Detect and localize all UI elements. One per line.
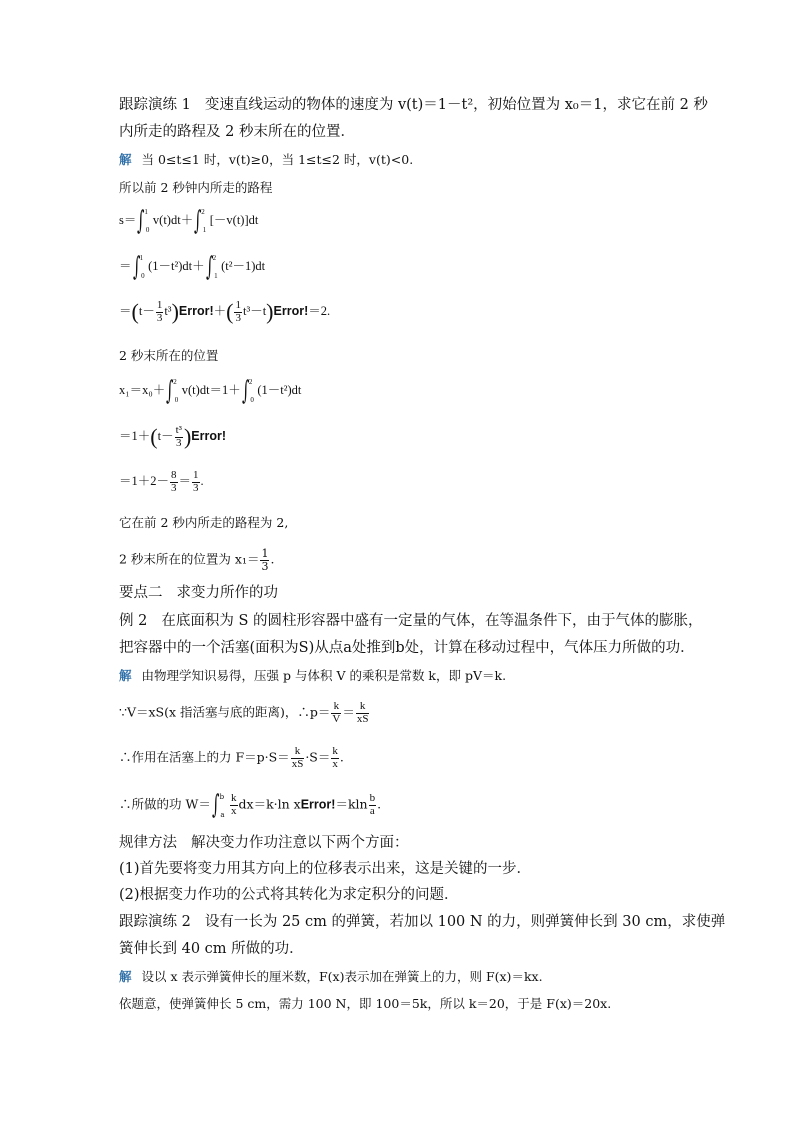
method-heading: 规律方法 解决变力作功注意以下两个方面： (119, 835, 409, 851)
problem-2-line-2: 簧伸长到 40 cm 所做的功． (119, 941, 304, 957)
equation-x1: $x_1=x_0+\int_0^2v(t)dt=1+\int_0^2(1-t^2)dt$ (119, 376, 302, 406)
conclusion-2: 2 秒末所在的位置为 x₁＝ $\frac{1}{3}$ . (119, 547, 275, 573)
equation-s-step3: ＝(t－ $\frac{1}{3}$ t³)Error!＋( $\frac{1}{3}$ t³－t)Error!＝2. (119, 299, 331, 325)
equation-x1-step3: ＝1＋2－ $\frac{8}{3}$ ＝ $\frac{1}{3}$ . (119, 469, 204, 494)
solution-label: 解 (119, 152, 132, 167)
solution-3-intro: 解 设以 x 表示弹簧伸长的厘米数，F(x)表示加在弹簧上的力，则 F(x)＝kx. (119, 969, 543, 984)
track-label-2: 跟踪演练 2 (119, 914, 191, 930)
conclusion-1: 它在前 2 秒内所走的路程为 2, (119, 515, 289, 530)
route-heading: 所以前 2 秒钟内所走的路程 (119, 180, 273, 195)
position-heading: 2 秒末所在的位置 (119, 348, 219, 363)
equation-force: ∴作用在活塞上的力 F＝p·S＝ $\frac{k}{xS}$ ·S＝ $\frac{k}{x}$ . (119, 745, 344, 770)
equation-p: ∵V＝xS(x 指活塞与底的距离)，∴p＝ $\frac{k}{V}$ ＝ $\frac{k}{xS}$ (119, 700, 369, 725)
method-item-2: (2)根据变力作功的公式将其转化为求定积分的问题． (119, 887, 459, 903)
example-2-line-1: 例 2 在底面积为 S 的圆柱形容器中盛有一定量的气体，在等温条件下，由于气体的膨胀， (119, 613, 703, 629)
track-label-1: 跟踪演练 1 (119, 97, 191, 113)
equation-s: $s=\int_0^1v(t)dt+\int_1^2[-v(t)]dt$ (119, 206, 259, 236)
problem-1-line-2: 内所走的路程及 2 秒末所在的位置． (119, 124, 355, 140)
solution-3-final: 依题意，使弹簧伸长 5 cm，需力 100 N，即 100＝5k，所以 k＝20，于是 F(x)＝20x. (119, 996, 612, 1011)
example-label: 例 2 (119, 613, 148, 629)
equation-s-step2: $=\int_0^1(1-t^2)dt+\int_1^2(t^2-1)dt$ (119, 252, 266, 282)
problem-2-line-1: 跟踪演练 2 设有一长为 25 cm 的弹簧，若加以 100 N 的力，则弹簧伸长到 30 cm，求使弹 (119, 914, 726, 930)
key-point-2: 要点二 求变力所作的功 (119, 585, 278, 601)
solution-2-intro: 解 由物理学知识易得，压强 p 与体积 V 的乘积是常数 k，即 pV＝k. (119, 668, 507, 683)
solution-1-intro: 解 当 0≤t≤1 时，v(t)≥0，当 1≤t≤2 时，v(t)<0. (119, 152, 414, 167)
example-2-line-2: 把容器中的一个活塞(面积为S)从点a处推到b处，计算在移动过程中，气体压力所做的功． (119, 640, 695, 656)
integral-sign: ∫ (137, 206, 145, 236)
method-item-1: (1)首先要将变力用其方向上的位移表示出来，这是关键的一步． (119, 861, 532, 877)
equation-x1-step2: ＝1＋(t－ $\frac{\text{t³}}{3}$ )Error! (119, 424, 226, 450)
equation-work: ∴所做的功 $W=\int_a^b$ $\frac{k}{x}$ dx＝k·ln xError!＝kln $\frac{b}{a}$ . (119, 790, 382, 820)
problem-1-line-1: 跟踪演练 1 变速直线运动的物体的速度为 v(t)＝1－t²，初始位置为 x₀＝1，求它在前 2 秒 (119, 97, 708, 113)
